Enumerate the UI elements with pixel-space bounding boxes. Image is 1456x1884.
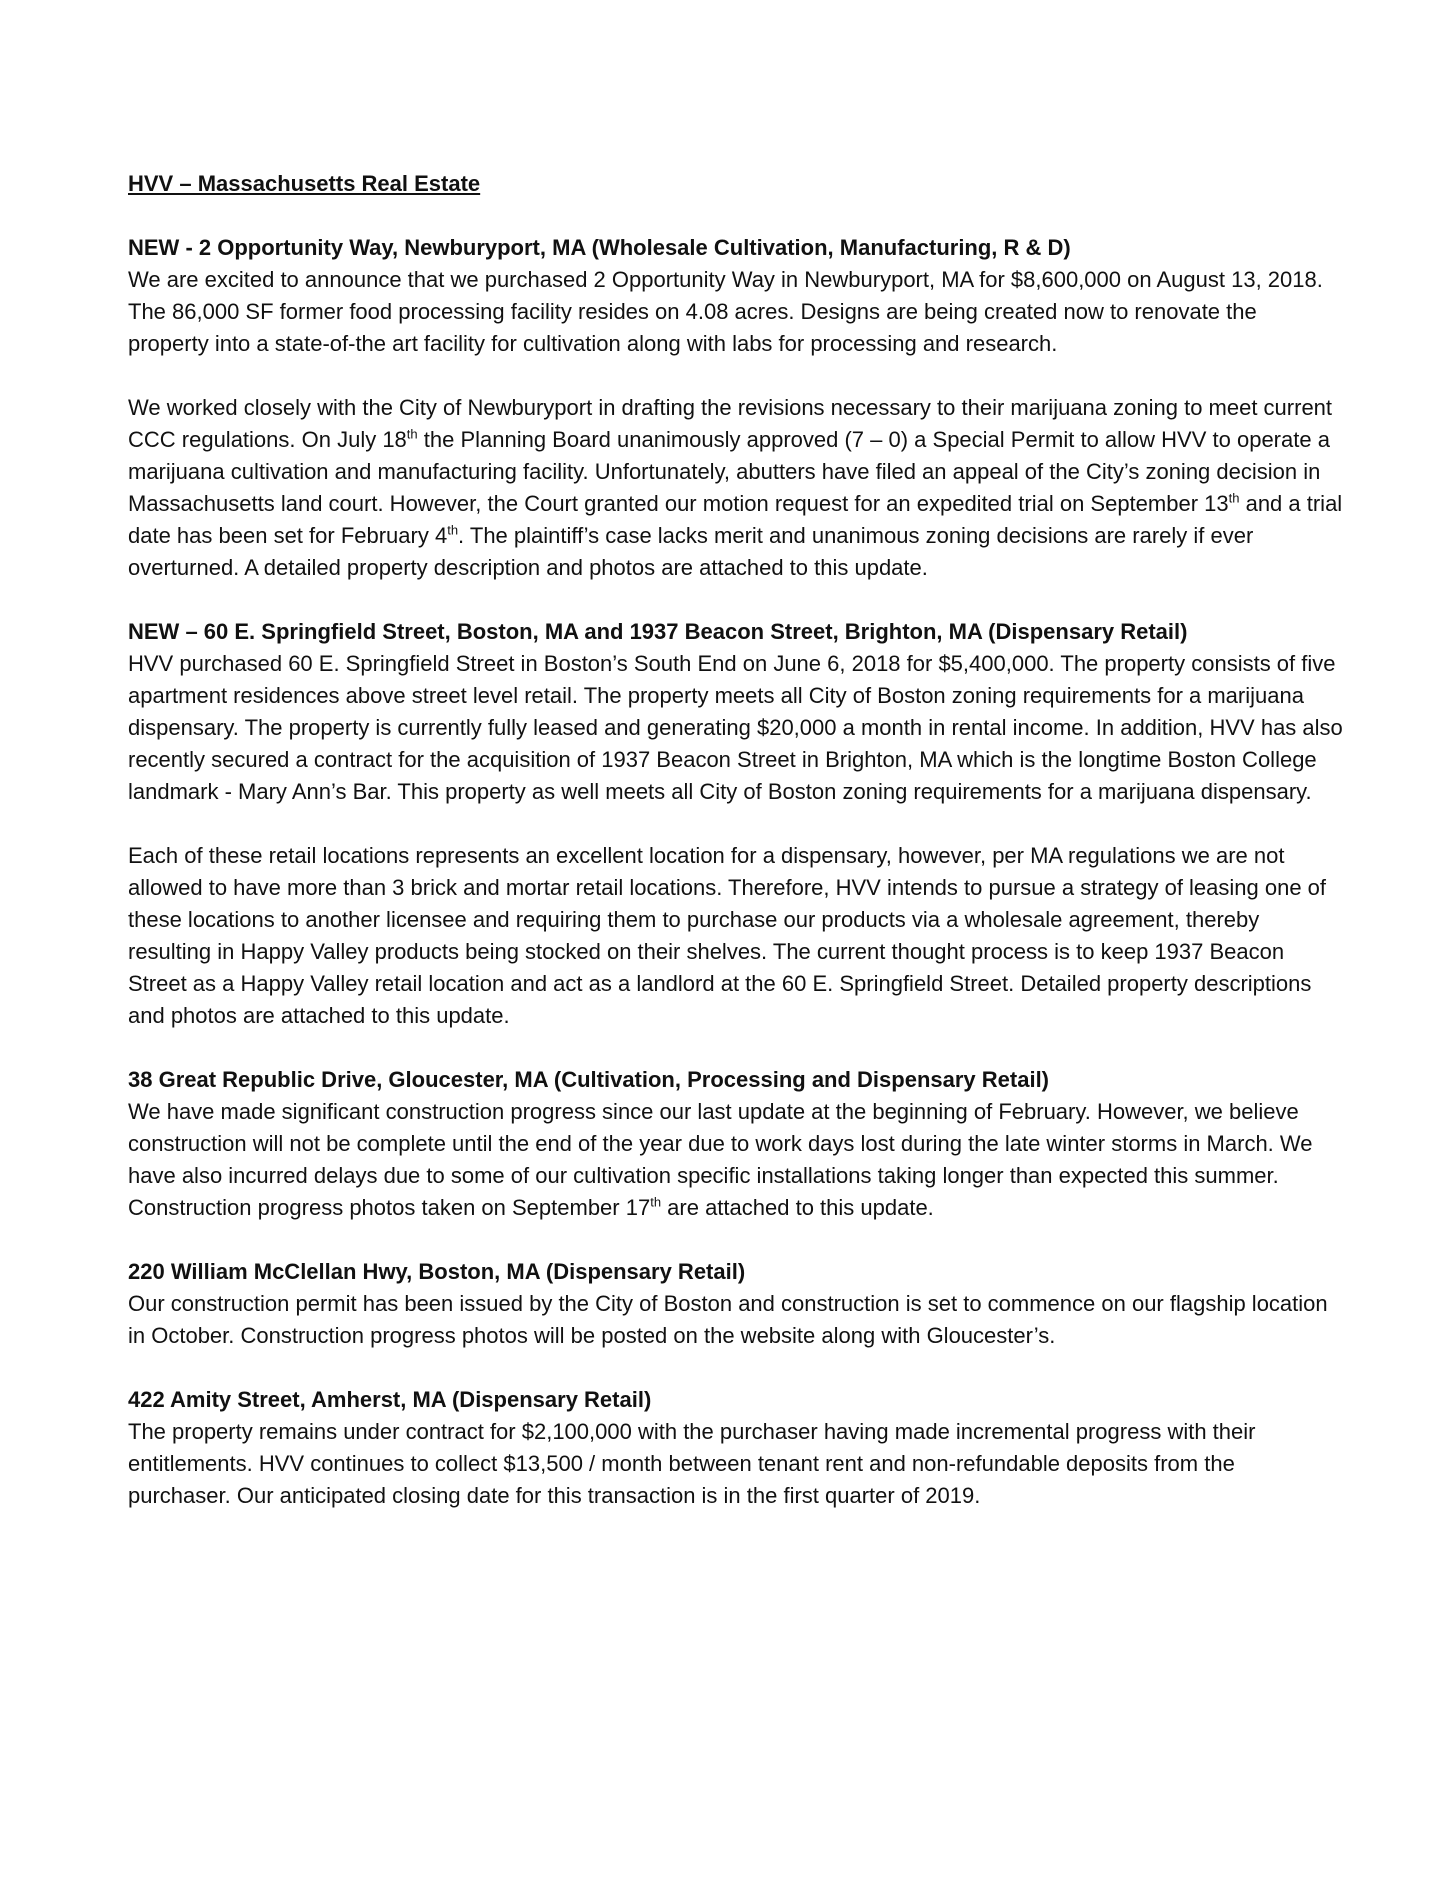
paragraph: The property remains under contract for $2,100,000 with the purchaser having made incremental progress with their entitlements. HVV continues to collect $13,500 / month between tenant rent and non-refundable deposits from the purchaser. Our anticipated closing date for this transaction is in the first quarter of 2019.: [128, 1419, 1256, 1508]
paragraph: We worked closely with the City of Newburyport in drafting the revisions necessary to their marijuana zoning to meet current CCC regulations. On July 18th the Planning Board unanimously approved (7 – 0) a Special Permit to allow HVV to operate a marijuana cultivation and manufacturing facility. Unfortunately, abutters have filed an appeal of the City’s zoning decision in Massachusetts land court. However, the Court granted our motion request for an expedited trial on September 13th and a trial date has been set for February 4th. The plaintiff’s case lacks merit and unanimous zoning decisions are rarely if ever overturned. A detailed property description and photos are attached to this update.: [128, 395, 1343, 580]
section-heading: 220 William McClellan Hwy, Boston, MA (Dispensary Retail): [128, 1259, 746, 1284]
document-page: [128, 168, 1343, 1544]
paragraph: Each of these retail locations represents an excellent location for a dispensary, however, per MA regulations we are not allowed to have more than 3 brick and mortar retail locations. Therefore, HVV intends to pursue a strategy of leasing one of these locations to another licensee and requiring them to purchase our products via a wholesale agreement, thereby resulting in Happy Valley products being stocked on their shelves. The current thought process is to keep 1937 Beacon Street as a Happy Valley retail location and act as a landlord at the 60 E. Springfield Street. Detailed property descriptions and photos are attached to this update.: [128, 843, 1327, 1028]
section-amherst: [128, 1384, 1343, 1512]
paragraph: HVV purchased 60 E. Springfield Street in Boston’s South End on June 6, 2018 for $5,400,000. The property consists of five apartment residences above street level retail. The property meets all City of Boston zoning requirements for a marijuana dispensary. The property is currently fully leased and generating $20,000 a month in rental income. In addition, HVV has also recently secured a contract for the acquisition of 1937 Beacon Street in Brighton, MA which is the longtime Boston College landmark - Mary Ann’s Bar. This property as well meets all City of Boston zoning requirements for a marijuana dispensary.: [128, 651, 1343, 804]
paragraph: Our construction permit has been issued by the City of Boston and construction is set to commence on our flagship location in October. Construction progress photos will be posted on the website along with Gloucester’s.: [128, 1291, 1328, 1348]
section-springfield-beacon: [128, 616, 1343, 1032]
section-heading: NEW - 2 Opportunity Way, Newburyport, MA (Wholesale Cultivation, Manufacturing, R & D): [128, 235, 1071, 260]
section-heading: 422 Amity Street, Amherst, MA (Dispensary Retail): [128, 1387, 652, 1412]
paragraph: We are excited to announce that we purchased 2 Opportunity Way in Newburyport, MA for $8,600,000 on August 13, 2018. The 86,000 SF former food processing facility resides on 4.08 acres. Designs are being created now to renovate the property into a state-of-the art facility for cultivation along with labs for processing and research.: [128, 267, 1323, 356]
section-mcclellan: [128, 1256, 1343, 1352]
section-newburyport: [128, 232, 1343, 584]
section-heading: NEW – 60 E. Springfield Street, Boston, MA and 1937 Beacon Street, Brighton, MA (Dispensary Retail): [128, 619, 1188, 644]
section-gloucester: [128, 1064, 1343, 1224]
paragraph: We have made significant construction progress since our last update at the beginning of February. However, we believe construction will not be complete until the end of the year due to work days lost during the late winter storms in March. We have also incurred delays due to some of our cultivation specific installations taking longer than expected this summer. Construction progress photos taken on September 17th are attached to this update.: [128, 1099, 1313, 1220]
document-title: HVV – Massachusetts Real Estate: [128, 171, 481, 196]
section-heading: 38 Great Republic Drive, Gloucester, MA (Cultivation, Processing and Dispensary Retail): [128, 1067, 1050, 1092]
